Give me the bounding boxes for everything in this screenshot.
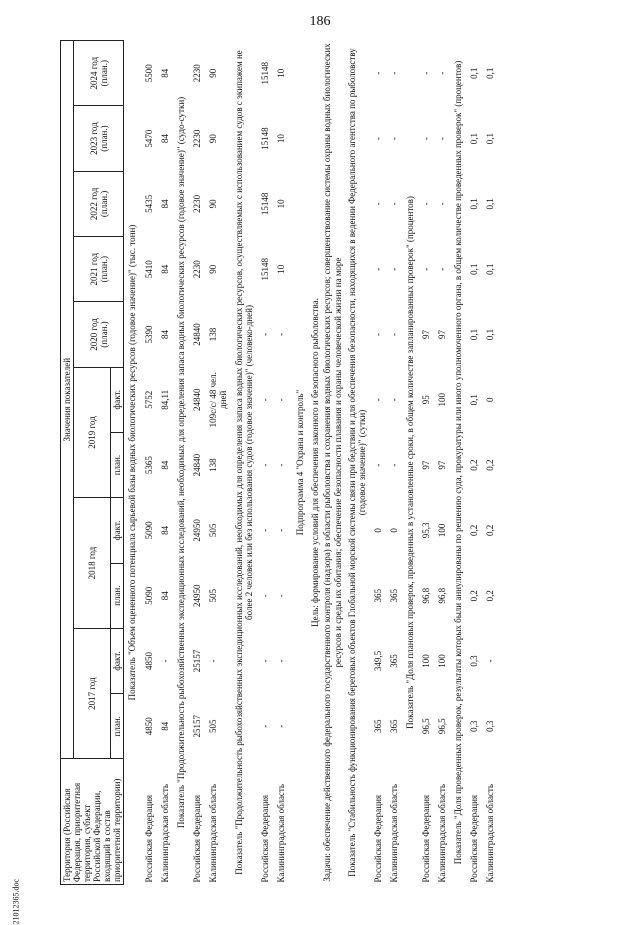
value-cell: - [260,398,271,402]
value-cell: 0,2 [469,590,480,602]
value-cell: 90 [207,68,218,78]
value-cell: - [437,202,448,206]
rotated-page-content [60,40,620,885]
value-cell: 2230 [191,194,202,213]
indicator-title: Показатель "Доля плановых проверок, проведенных в установленные сроки, в общем количестве запланированных проверок" (процентов) [404,196,415,729]
value-cell: 365 [372,588,383,603]
value-cell: - [372,463,383,467]
value-cell: 2230 [191,129,202,148]
value-cell: 365 [388,654,399,668]
indicator-title-row [402,41,418,885]
value-cell: 84 [159,68,170,78]
value-cell: 2230 [191,64,202,83]
territory-name: Российская Федерация [260,794,271,883]
territory-name: Калининградская область [159,784,170,883]
value-cell: 365 [388,588,399,603]
indicator-title-row [344,41,370,885]
subprogram-title-row [289,41,309,885]
value-cell: - [421,71,432,75]
value-cell: - [388,137,399,141]
value-cell: 505 [207,523,218,538]
value-cell: 10 [276,68,287,78]
value-cell: 100 [437,393,448,407]
value-cell: 0,1 [469,132,480,145]
table-row [482,41,498,885]
value-cell: 97 [437,330,448,339]
indicator-title: Показатель "Продолжительность рыбохозяйственных экспедиционных исследований, необходимых для определения запаса водных биологических ресурсов, осуществляемых с использованием судов с экипажем не более 2 человек или без использования судов (годовое значение)" (человеко-дней) [234,50,255,875]
table-row [434,41,450,885]
value-cell: - [276,659,287,663]
value-cell: 90 [207,199,218,209]
value-cell: 97 [437,460,448,470]
territory-name: Калининградская область [276,784,287,883]
value-cell: 0,1 [469,67,480,79]
value-cell: 0,3 [485,720,496,732]
territory-name: Калининградская область [207,784,218,883]
value-cell: 84 [159,721,170,731]
table-row [141,41,157,885]
value-cell: - [260,528,271,532]
value-cell: 97 [421,330,432,339]
value-cell: - [372,267,383,271]
indicator-title-row [124,41,141,885]
value-cell: 2230 [191,260,202,279]
year-2020-header: 2020 год (план.) [74,302,124,367]
values-group-header: Значения показателей [61,41,74,759]
value-cell: - [276,398,287,402]
value-cell: 0,2 [469,524,480,537]
value-cell: 0,2 [485,459,496,471]
territory-name: Калининградская область [485,784,496,883]
value-cell: - [276,528,287,532]
value-cell: 0,2 [485,590,496,602]
value-cell: 95,3 [421,522,432,539]
value-cell: 0,1 [485,263,496,275]
value-cell: - [207,659,218,663]
value-cell: 96,8 [437,587,448,604]
value-cell: - [260,659,271,663]
value-cell: 0,1 [485,67,496,79]
page-number: 186 [309,14,331,29]
value-cell: 0 [372,528,383,533]
value-cell: 84 [159,525,170,535]
value-cell: - [388,333,399,336]
plan-header-2018: план. [111,563,124,628]
value-cell: 0,1 [485,198,496,210]
value-cell: - [372,398,383,402]
value-cell: 5410 [143,260,154,279]
value-cell: 10 [276,264,287,274]
indicator-title-row [231,41,257,885]
fact-header-2019: факт. [111,367,124,432]
table-row [205,41,231,885]
value-cell: - [276,594,287,598]
value-cell: - [260,594,271,598]
value-cell: 0 [485,397,496,403]
value-cell: 100 [437,523,448,538]
value-cell: 84 [159,591,170,601]
value-cell: 10 [276,199,287,209]
value-cell: 349,5 [372,650,383,672]
table-row [157,41,173,885]
territory-name: Российская Федерация [421,794,432,883]
value-cell: - [276,463,287,467]
value-cell: 0,1 [469,328,480,341]
value-cell: 100 [421,654,432,668]
value-cell: - [260,463,271,467]
value-cell: 90 [207,134,218,144]
indicator-title: Показатель "Стабильность функционирования береговых объектов Глобальной морской системы связи при бедствии и для обеспечения безопасности, находящихся в ведении Федерального агентства по рыболовству (годовое значение)" (сутки) [346,48,367,877]
value-cell: 5470 [143,129,154,148]
value-cell: 15148 [260,257,271,281]
value-cell: - [260,333,271,336]
value-cell: 15148 [260,127,271,150]
territory-name: Российская Федерация [372,794,383,883]
value-cell: - [260,724,271,728]
value-cell: - [437,71,448,75]
value-cell: 505 [207,719,218,734]
indicator-title-row [450,41,466,885]
value-cell: 0,1 [485,132,496,145]
table-row [418,41,434,885]
value-cell: 100 [437,654,448,668]
year-2024-header: 2024 год (план.) [74,41,124,106]
indicator-title: Показатель "Доля проведенных проверок, результаты которых были аннулированы по решению суда, прокуратуры или иного уполномоченного органа, в общем количестве проведенных проверок" (процентов) [453,60,464,865]
value-cell: 24840 [191,388,202,412]
tasks-text: Задачи: обеспечение действенного федерального государственного контроля (надзора) в области рыболовства и сохранения водных биологических ресурсов; совершенствование системы охраны водных биологических ресурсов и среды их обитания; обеспечение безопасности плавания и охраны человеческой жизни на море [322,43,343,882]
subprogram-title: Подпрограмма 4 "Охрана и контроль" [295,389,306,536]
value-cell: 365 [372,719,383,734]
table-row [257,41,273,885]
year-2021-header: 2021 год (план.) [74,237,124,302]
value-cell: - [372,137,383,141]
value-cell: 365 [388,719,399,734]
value-cell: 84,11 [159,389,170,410]
document-id: 21012365.doc [11,878,21,925]
plan-header-2017: план. [111,694,124,759]
value-cell: 5090 [143,586,154,605]
value-cell: 84 [159,199,170,209]
territory-column-header: Территория (Российская Федерация, приоритетная территория, субъект Российской Федерации, входящий в состав приоритетной территории) [61,759,124,885]
year-2017-header: 2017 год [74,628,111,759]
value-cell: 0,1 [469,198,480,210]
value-cell: - [276,724,287,728]
value-cell: 97 [421,460,432,470]
indicator-title-row [173,41,189,885]
territory-name: Российская Федерация [191,794,202,883]
value-cell: 5500 [143,64,154,83]
value-cell: 15148 [260,192,271,216]
value-cell: - [437,137,448,141]
value-cell: 0,2 [469,459,480,471]
territory-name: Российская Федерация [469,794,480,883]
year-2018-header: 2018 год [74,498,111,629]
value-cell: - [485,659,496,663]
table-row [189,41,205,885]
value-cell: 0,3 [469,655,480,667]
value-cell: 5390 [143,325,154,344]
value-cell: 0,2 [485,524,496,537]
value-cell: - [421,267,432,271]
value-cell: 84 [159,264,170,274]
value-cell: - [372,202,383,206]
fact-header-2018: факт. [111,498,124,563]
value-cell: 95 [421,395,432,405]
value-cell: 84 [159,330,170,339]
value-cell: 15148 [260,61,271,85]
value-cell: - [372,71,383,75]
indicator-title: Показатель "Продолжительность рыбохозяйственных экспедиционных исследований, необходимых для определения запаса водных биологических ресурсов (годовое значение)" (судо-сутки) [175,96,186,829]
value-cell: 5090 [143,521,154,540]
value-cell: 5365 [143,456,154,475]
value-cell: - [437,267,448,271]
year-2019-header: 2019 год [74,367,111,498]
value-cell: 0,1 [469,394,480,406]
goal-text-row [309,41,321,885]
value-cell: 96,5 [421,718,432,735]
value-cell: 25157 [191,715,202,738]
tasks-text-row [321,41,343,885]
table-header [61,41,124,885]
table-row [466,41,482,885]
value-cell: 90 [207,264,218,274]
value-cell: 24950 [191,584,202,607]
value-cell: 24840 [191,453,202,477]
plan-header-2019: план. [111,432,124,497]
value-cell: - [276,333,287,336]
year-2023-header: 2023 год (план.) [74,106,124,171]
value-cell: 138 [207,458,218,472]
territory-name: Калининградская область [437,784,448,883]
value-cell: - [421,137,432,141]
value-cell: 24950 [191,519,202,542]
value-cell: 5435 [143,194,154,213]
table-row [273,41,289,885]
value-cell: 84 [159,460,170,470]
value-cell: 5752 [143,390,154,409]
value-cell: 96,5 [437,718,448,735]
year-2022-header: 2022 год (план.) [74,171,124,236]
value-cell: 84 [159,134,170,144]
value-cell: - [372,333,383,336]
territory-name: Калининградская область [388,784,399,883]
value-cell: - [388,398,399,402]
value-cell: 138 [207,327,218,342]
table-row [386,41,402,885]
territory-name: Российская Федерация [143,794,154,883]
value-cell: 10 [276,134,287,144]
indicators-table [60,40,498,885]
value-cell: 4850 [143,651,154,670]
indicator-title: Показатель "Объем оцененного потенциала сырьевой базы водных биологических ресурсов (годовое значение)" (тыс. тонн) [127,224,138,701]
value-cell: 505 [207,588,218,603]
table-row [370,41,386,885]
value-cell: 0 [388,528,399,533]
value-cell: - [159,659,170,663]
value-cell: 96,8 [421,587,432,604]
value-cell: 4850 [143,717,154,736]
goal-text: Цель: формирование условий для обеспечения законного и безопасного рыболовства. [310,298,321,627]
table-body [124,41,498,885]
value-cell: - [388,267,399,271]
value-cell: - [388,463,399,467]
value-cell: - [421,202,432,206]
fact-header-2017: факт. [111,628,124,693]
value-cell: - [388,71,399,75]
value-cell: 0,3 [469,720,480,732]
value-cell: 25157 [191,649,202,673]
value-cell: 0,1 [485,328,496,341]
value-cell: 109с/с/ 48 чел. дней [207,372,228,428]
value-cell: 24840 [191,323,202,346]
value-cell: 0,1 [469,263,480,275]
value-cell: - [388,202,399,206]
